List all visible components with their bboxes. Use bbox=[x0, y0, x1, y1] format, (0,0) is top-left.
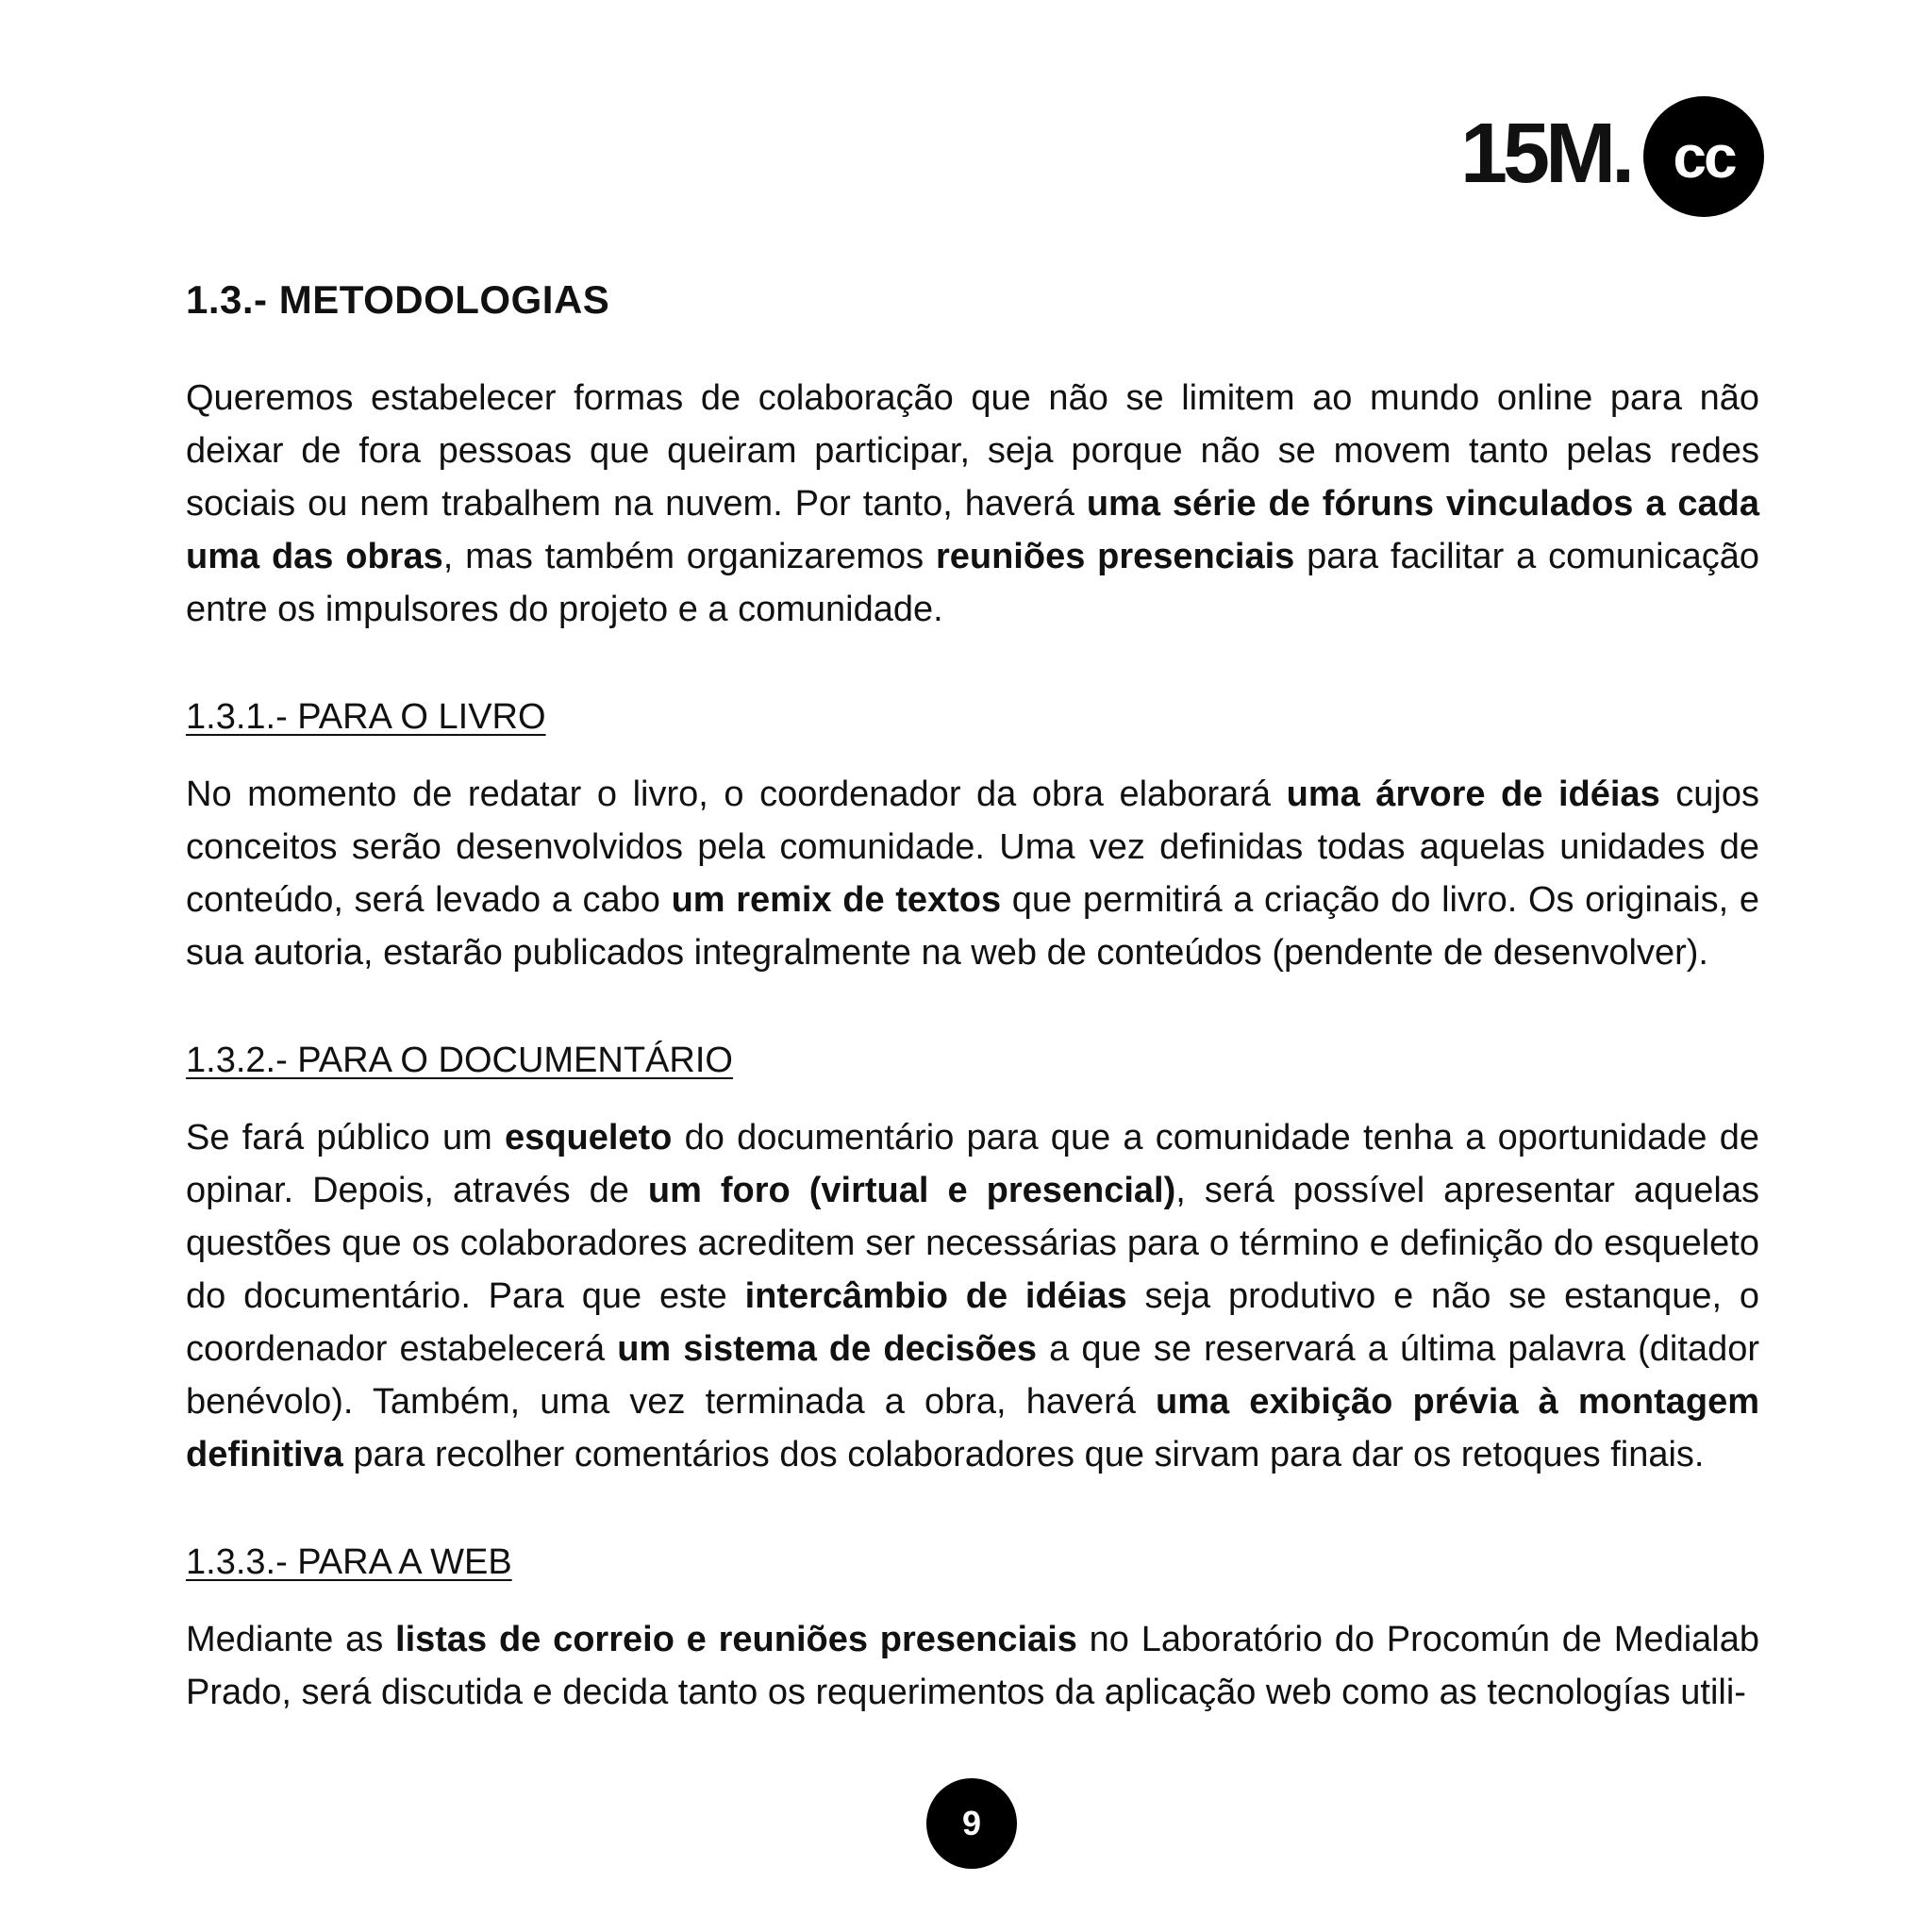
text-run: Mediante as bbox=[186, 1620, 396, 1659]
subsection-title-documentario: 1.3.2.- PARA O DOCUMENTÁRIO bbox=[186, 1041, 733, 1080]
page-number: 9 bbox=[926, 1778, 1017, 1869]
text-run: , será possível apresentar aquelas questões que os colaboradores acreditem ser necessárias para o término e definição do esqueleto do documentário. Para que este bbox=[186, 1171, 1759, 1316]
text-run: Se fará público um bbox=[186, 1118, 506, 1158]
text-run: no Laboratório do Procomún de Medialab Prado, será discutida e decida tanto os requerimentos da aplicação web como as tecnologías utili- bbox=[186, 1620, 1759, 1712]
bold-text-run: um sistema de decisões bbox=[617, 1329, 1038, 1369]
subsection-title-web: 1.3.3.- PARA A WEB bbox=[186, 1542, 512, 1582]
text-run: , mas também organizaremos bbox=[442, 537, 936, 576]
logo-text: 15M. bbox=[1460, 107, 1631, 201]
text-run: que permitirá a criação do livro. Os originais, e sua autoria, estarão publicados integralmente na web de conteúdos (pendente de desenvolver). bbox=[186, 880, 1760, 973]
bold-text-run: intercâmbio de idéias bbox=[744, 1276, 1127, 1316]
subsection-title-livro: 1.3.1.- PARA O LIVRO bbox=[186, 697, 546, 737]
bold-text-run: uma exibição prévia à montagem definitiva bbox=[186, 1382, 1759, 1474]
subsection-body-documentario bbox=[186, 1111, 1759, 1481]
text-run: Queremos estabelecer formas de colaboração que não se limitem ao mundo online para não deixar de fora pessoas que queiram participar, seja porque não se movem tanto pelas redes sociais ou nem trabalhem na nuvem. Por tanto, haverá bbox=[186, 378, 1759, 524]
text-run: para recolher comentários dos colaboradores que sirvam para dar os retoques finais. bbox=[342, 1435, 1705, 1474]
section-title: 1.3.- METODOLOGIAS bbox=[186, 277, 610, 322]
text-run: a que se reservará a última palavra (ditador benévolo). Também, uma vez terminada a obra, haverá bbox=[186, 1329, 1759, 1422]
bold-text-run: um foro (virtual e presencial) bbox=[647, 1171, 1176, 1210]
text-run: No momento de redatar o livro, o coordenador da obra elaborará bbox=[186, 774, 1287, 814]
section-intro bbox=[186, 372, 1759, 636]
text-run: do documentário para que a comunidade tenha a oportunidade de opinar. Depois, através de bbox=[186, 1118, 1759, 1210]
bold-text-run: uma árvore de idéias bbox=[1286, 774, 1660, 814]
logo-badge: cc bbox=[1643, 96, 1764, 217]
bold-text-run: esqueleto bbox=[505, 1118, 673, 1158]
bold-text-run: uma série de fóruns vinculados a cada uma das obras bbox=[186, 484, 1759, 576]
bold-text-run: um remix de textos bbox=[671, 880, 1002, 920]
subsection-body-web bbox=[186, 1613, 1759, 1719]
subsection-body-livro bbox=[186, 768, 1759, 979]
publication-logo bbox=[1460, 96, 1772, 219]
bold-text-run: listas de correio e reuniões presenciais bbox=[395, 1620, 1077, 1659]
page-content bbox=[186, 270, 1759, 1719]
text-run: para facilitar a comunicação entre os impulsores do projeto e a comunidade. bbox=[186, 537, 1759, 629]
text-run: cujos conceitos serão desenvolvidos pela comunidade. Uma vez definidas todas aquelas unidades de conteúdo, será levado a cabo bbox=[186, 774, 1759, 920]
text-run: seja produtivo e não se estanque, o coordenador estabelecerá bbox=[186, 1276, 1759, 1369]
bold-text-run: reuniões presenciais bbox=[935, 537, 1295, 576]
